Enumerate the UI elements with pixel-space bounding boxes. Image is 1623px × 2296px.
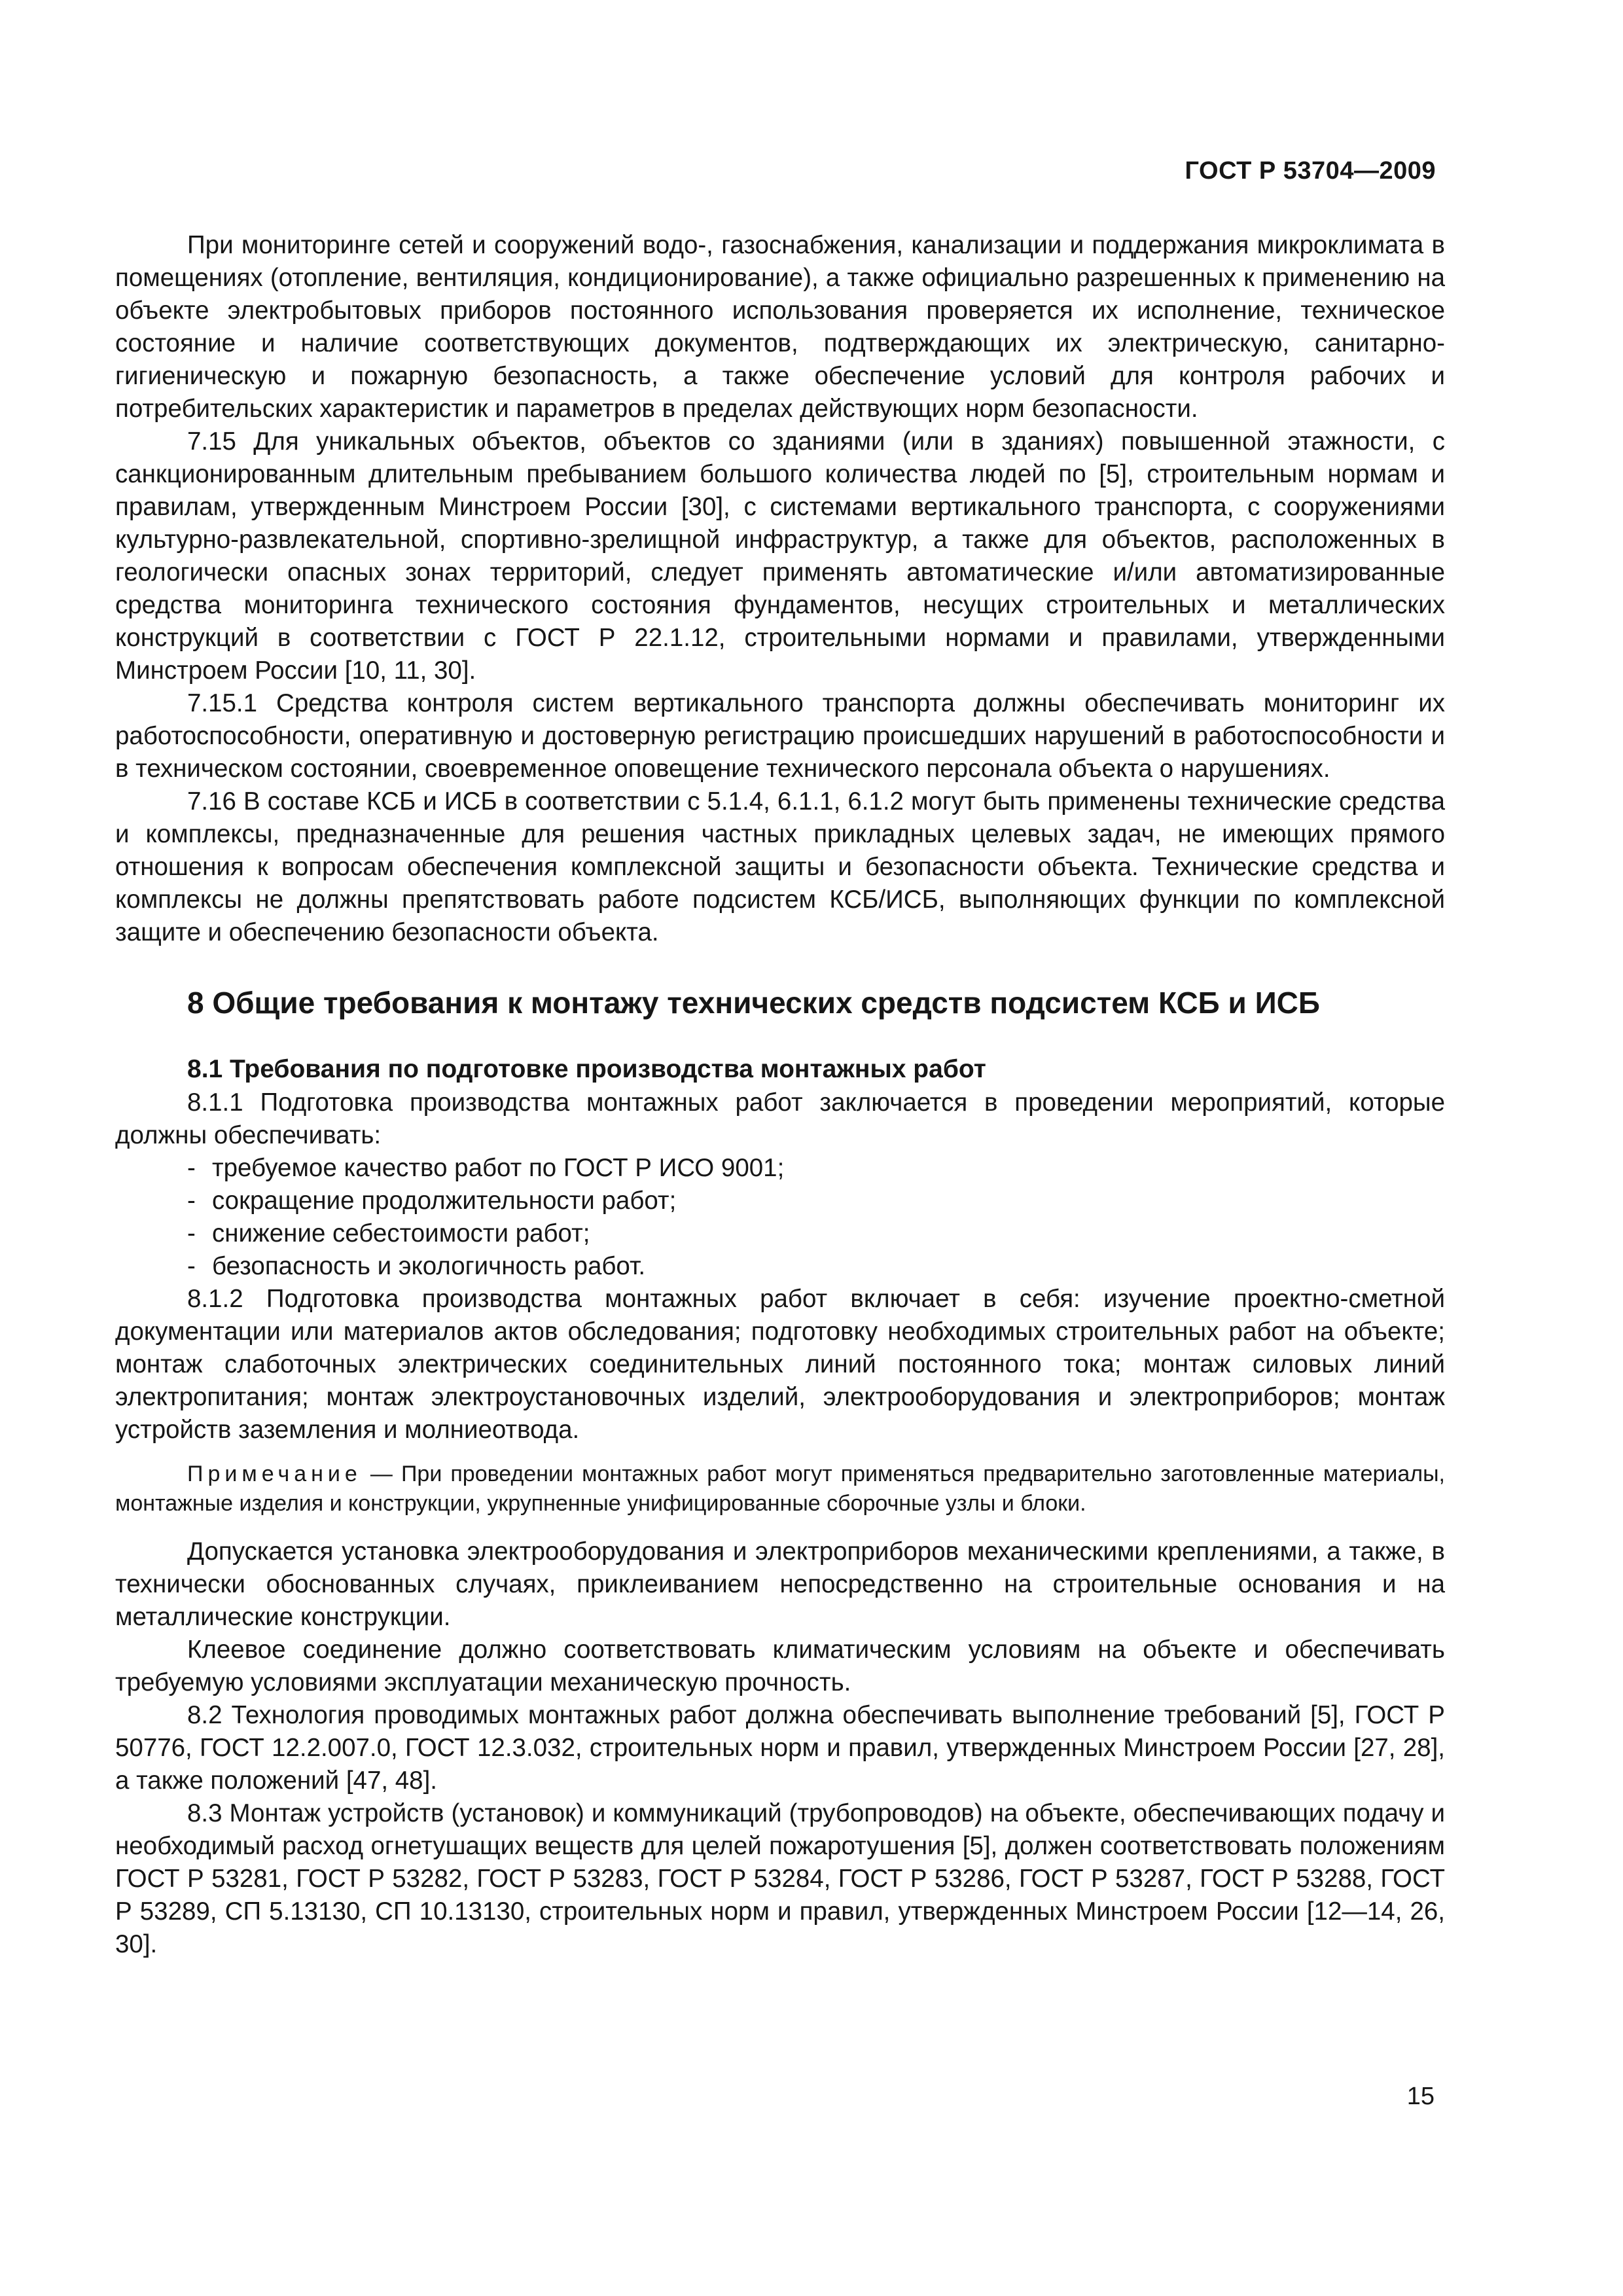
document-body [115,229,1445,1961]
requirements-list [115,1152,1445,1283]
paragraph-7-16: 7.16 В составе КСБ и ИСБ в соответствии с 5.1.4, 6.1.1, 6.1.2 могут быть применены технические средства и комплексы, предназначенные для решения частных прикладных целевых задач, не имеющих прямого отношения к вопросам обеспечения комплексной защиты и безопасности объекта. Технические средства и комплексы не должны препятствовать работе подсистем КСБ/ИСБ, выполняющих функции по комплексной защите и обеспечению безопасности объекта. [115,787,1445,946]
page-number: 15 [1406,2083,1435,2110]
list-item: - снижение себестоимости работ; [187,1217,1445,1250]
note-label: Примечание [187,1462,362,1486]
standard-header: ГОСТ Р 53704—2009 [1185,157,1436,185]
note-block [115,1460,1445,1518]
subsection-heading-8-1: 8.1 Требования по подготовке производства монтажных работ [187,1055,986,1083]
list-item: - сокращение продолжительности работ; [187,1185,1445,1217]
paragraph-allowed-mounting: Допускается установка электрооборудования и электроприборов механическими креплениями, а также, в технически обоснованных случаях, приклеиванием непосредственно на строительные основания и на металлические конструкции. [115,1537,1445,1631]
paragraph-7-15-1: 7.15.1 Средства контроля систем вертикального транспорта должны обеспечивать мониторинг их работоспособности, оперативную и достоверную регистрацию происшедших нарушений в работоспособности и в техническом состоянии, своевременное оповещение технического персонала объекта о нарушениях. [115,689,1445,783]
paragraph-monitoring: При мониторинге сетей и сооружений водо-, газоснабжения, канализации и поддержания микроклимата в помещениях (отопление, вентиляция, кондиционирование), а также официально разрешенных к применению на объекте электробытовых приборов постоянного использования проверяется их исполнение, техническое состояние и наличие соответствующих документов, подтверждающих их электрическую, санитарно-гигиеническую и пожарную безопасность, а также обеспечение условий для контроля рабочих и потребительских характеристик и параметров в пределах действующих норм безопасности. [115,231,1445,423]
list-item: - безопасность и экологичность работ. [187,1250,1445,1283]
paragraph-8-1-2: 8.1.2 Подготовка производства монтажных работ включает в себя: изучение проектно-сметной документации или материалов актов обследования; подготовку необходимых строительных работ на объекте; монтаж слаботочных электрических соединительных линий постоянного тока; монтаж силовых линий электропитания; монтаж электроустановочных изделий, электрооборудования и электроприборов; монтаж устройств заземления и молниеотвода. [115,1285,1445,1444]
paragraph-8-1-1: 8.1.1 Подготовка производства монтажных работ заключается в проведении мероприятий, которые должны обеспечивать: [115,1088,1445,1149]
section-heading-8: 8 Общие требования к монтажу технических средств подсистем КСБ и ИСБ [187,986,1320,1020]
paragraph-7-15: 7.15 Для уникальных объектов, объектов со зданиями (или в зданиях) повышенной этажности, с санкционированным длительным пребыванием большого количества людей по [5], строительным нормам и правилам, утвержденным Минстроем России [30], с системами вертикального транспорта, с сооружениями культурно-развлекательной, спортивно-зрелищной инфраструктур, а также для объектов, расположенных в геологически опасных зонах территорий, следует применять автоматические и/или автоматизированные средства мониторинга технического состояния фундаментов, несущих строительных и металлических конструкций в соответствии с ГОСТ Р 22.1.12, строительными нормами и правилами, утвержденными Минстроем России [10, 11, 30]. [115,427,1445,685]
paragraph-glue-joint: Клеевое соединение должно соответствовать климатическим условиям на объекте и обеспечивать требуемую условиями эксплуатации механическую прочность. [115,1636,1445,1696]
paragraph-8-3: 8.3 Монтаж устройств (установок) и коммуникаций (трубопроводов) на объекте, обеспечивающих подачу и необходимый расход огнетушащих веществ для целей пожаротушения [5], должен соответствовать положениям ГОСТ Р 53281, ГОСТ Р 53282, ГОСТ Р 53283, ГОСТ Р 53284, ГОСТ Р 53286, ГОСТ Р 53287, ГОСТ Р 53288, ГОСТ Р 53289, СП 5.13130, СП 10.13130, строительных норм и правил, утвержденных Минстроем России [12—14, 26, 30]. [115,1799,1445,1958]
note-text: — При проведении монтажных работ могут применяться предварительно заготовленные материалы, монтажные изделия и конструкции, укрупненные унифицированные сборочные узлы и блоки. [115,1462,1445,1516]
list-item: - требуемое качество работ по ГОСТ Р ИСО 9001; [187,1152,1445,1185]
paragraph-8-2: 8.2 Технология проводимых монтажных работ должна обеспечивать выполнение требований [5], ГОСТ Р 50776, ГОСТ 12.2.007.0, ГОСТ 12.3.032, строительных норм и правил, утвержденных Минстроем России [27, 28], а также положений [47, 48]. [115,1701,1445,1795]
